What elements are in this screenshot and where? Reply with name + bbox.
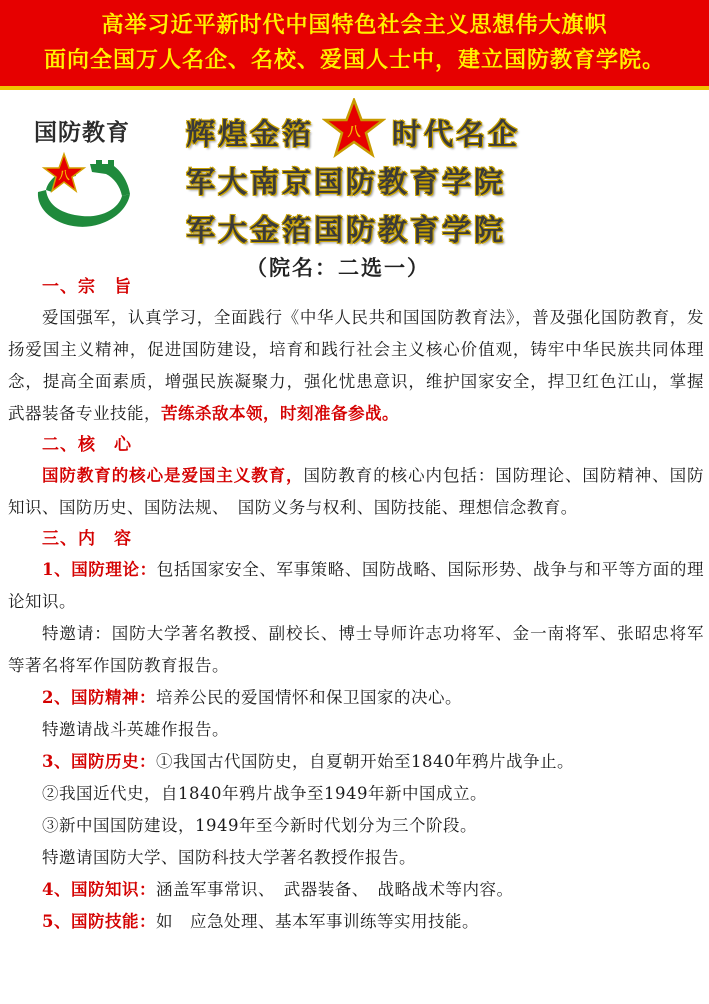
logo-star-glyph: 八	[58, 169, 70, 182]
header	[0, 100, 709, 285]
section-heading-content: 三、内 容	[42, 529, 132, 549]
red-star-icon	[322, 98, 386, 158]
core-text: 国防教育的核心内包括：国防理论、国防精神、国防知识、国防历史、国防法规、 国防义务与权利、国防技能、理想信念教育。	[8, 466, 705, 517]
item-defense-history-2: ②我国近代史，自1840年鸦片战争至1949年新中国成立。	[42, 784, 487, 803]
academy-name-1: 军大南京国防教育学院	[186, 165, 507, 199]
header-star-glyph: 八	[347, 125, 361, 140]
item-defense-theory	[8, 554, 704, 618]
banner-slogan: 高举习近平新时代中国特色社会主义思想伟大旗帜	[101, 13, 608, 38]
item-text: 培养公民的爱国情怀和保卫国家的决心。	[155, 688, 462, 707]
name-choice-note: （院名：二选一）	[246, 256, 430, 280]
section-heading-purpose: 一、宗 旨	[42, 277, 132, 297]
top-banner	[0, 0, 709, 90]
item-label: 3、国防历史：	[42, 752, 156, 771]
purpose-highlight: 苦练杀敌本领，时刻准备参战。	[161, 404, 399, 423]
item-text: 包括国家安全、军事策略、国防战略、国际形势、战争与和平等方面的理论知识。	[8, 560, 705, 611]
item-defense-history	[8, 746, 704, 778]
banner-announcement: 面向全国万人名企、名校、爱国人士中，建立国防教育学院。	[43, 48, 665, 73]
document-body	[8, 272, 704, 938]
item-label: 4、国防知识：	[42, 880, 156, 899]
item-label: 5、国防技能：	[42, 912, 156, 931]
item-defense-theory-invite: 特邀请：国防大学著名教授、副校长、博士导师许志功将军、金一南将军、张昭忠将军等著名将军作国防教育报告。	[8, 624, 704, 675]
item-label: 2、国防精神：	[42, 688, 156, 707]
title-left: 辉煌金箔	[186, 117, 315, 151]
item-defense-spirit-invite: 特邀请战斗英雄作报告。	[42, 720, 229, 739]
item-defense-spirit	[8, 682, 704, 714]
item-defense-knowledge	[8, 874, 704, 906]
item-text: 涵盖军事常识、 武器装备、 战略战术等内容。	[155, 880, 514, 899]
core-paragraph	[8, 460, 704, 524]
logo-label: 国防教育	[34, 120, 130, 146]
item-text: 如 应急处理、基本军事训练等实用技能。	[155, 912, 479, 931]
item-label: 1、国防理论：	[42, 560, 157, 579]
item-text: ①我国古代国防史，自夏朝开始至1840年鸦片战争止。	[155, 752, 574, 771]
item-defense-skills	[8, 906, 704, 938]
item-defense-history-3: ③新中国国防建设，1949年至今新时代划分为三个阶段。	[42, 816, 477, 835]
core-highlight: 国防教育的核心是爱国主义教育，	[42, 466, 304, 485]
great-wall-star-logo-icon	[30, 150, 136, 234]
academy-name-2: 军大金箔国防教育学院	[186, 213, 507, 247]
purpose-text: 爱国强军，认真学习，全面践行《中华人民共和国国防教育法》，普及强化国防教育，发扬爱国主义精神，促进国防建设，培育和践行社会主义核心价值观，铸牢中华民族共同体理念，提高全面素质，增强民族凝聚力，强化忧患意识，维护国家安全，捍卫红色江山，掌握武器装备专业技能，	[8, 308, 704, 423]
section-heading-core: 二、核 心	[42, 435, 132, 455]
title-right: 时代名企	[392, 117, 521, 151]
purpose-paragraph	[8, 302, 704, 430]
item-defense-history-invite: 特邀请国防大学、国防科技大学著名教授作报告。	[42, 848, 416, 867]
